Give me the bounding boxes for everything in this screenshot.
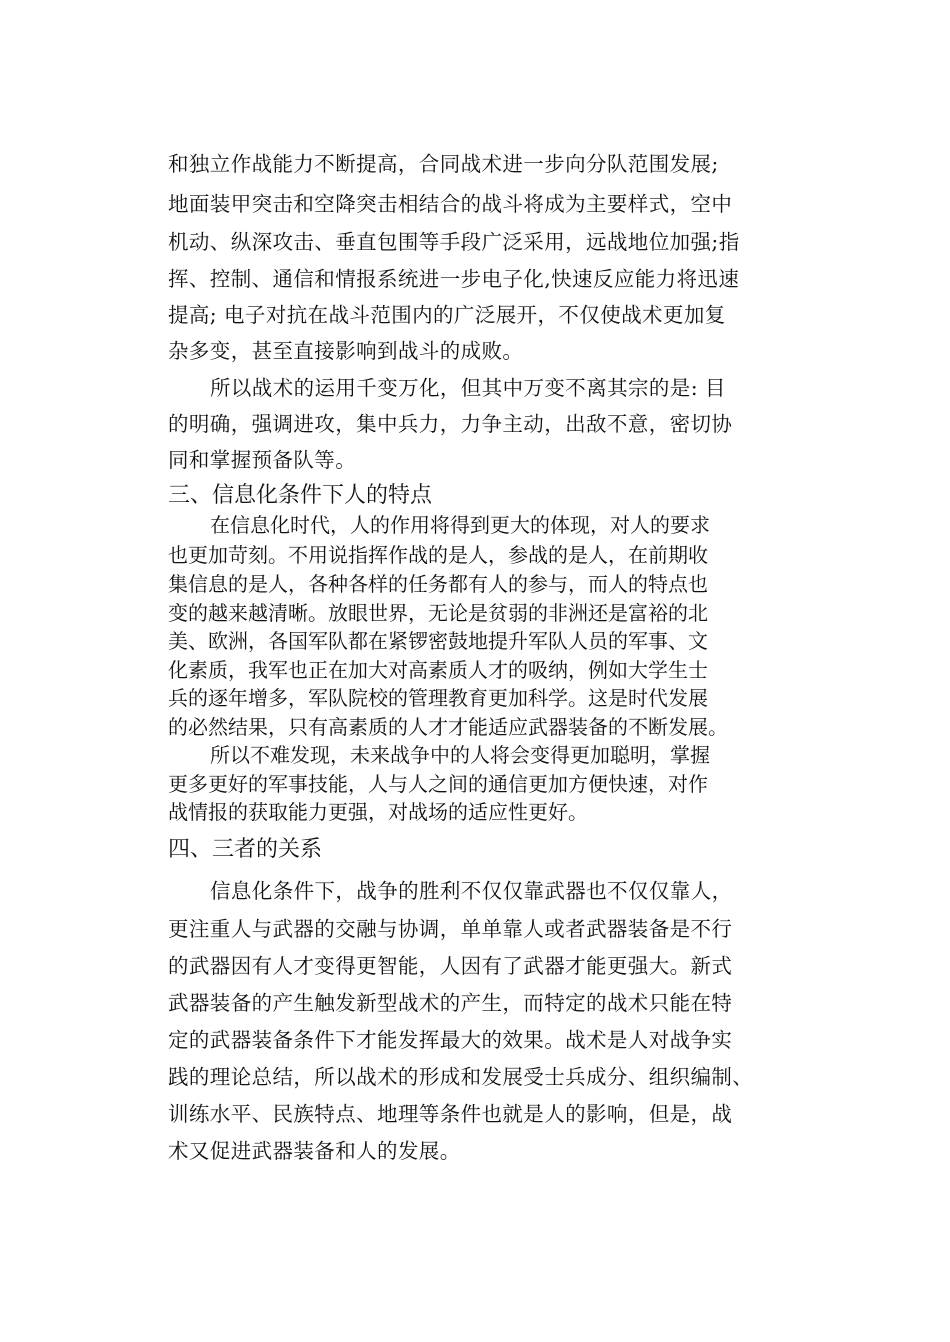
body-text-line: 所以战术的运用千变万化，但其中万变不离其宗的是: 目 (210, 376, 726, 400)
body-text-line: 所以不难发现，未来战争中的人将会变得更加聪明，掌握 (210, 743, 710, 767)
body-text-line: 杂多变，甚至直接影响到战斗的成败。 (168, 339, 524, 363)
body-text-line: 定的武器装备条件下才能发挥最大的效果。战术是人对战争实 (168, 1028, 733, 1052)
body-text-line: 和独立作战能力不断提高，合同战术进一步向分队范围发展; (168, 152, 719, 176)
body-text-line: 同和掌握预备队等。 (168, 448, 357, 472)
body-text-line: 挥、控制、通信和情报系统进一步电子化,快速反应能力将迅速 (168, 267, 740, 291)
section-heading: 三、信息化条件下人的特点 (168, 483, 433, 508)
body-text-line: 信息化条件下，战争的胜利不仅仅靠武器也不仅仅靠人， (210, 879, 733, 903)
body-text-line: 化素质，我军也正在加大对高素质人才的吸纳，例如大学生士 (168, 658, 708, 682)
body-text-line: 武器装备的产生触发新型战术的产生，而特定的战术只能在特 (168, 991, 733, 1015)
body-text-line: 兵的逐年增多，军队院校的管理教育更加科学。这是时代发展 (168, 686, 708, 710)
body-text-line: 的明确，强调进攻，集中兵力，力争主动，出敌不意，密切协 (168, 412, 733, 436)
body-text-line: 也更加苛刻。不用说指挥作战的是人，参战的是人，在前期收 (168, 543, 708, 567)
body-text-line: 更注重人与武器的交融与协调，单单靠人或者武器装备是不行 (168, 917, 733, 941)
body-text-line: 践的理论总结，所以战术的形成和发展受士兵成分、组织编制、 (168, 1065, 754, 1089)
body-text-line: 战情报的获取能力更强，对战场的适应性更好。 (168, 800, 588, 824)
body-text-line: 提高; 电子对抗在战斗范围内的广泛展开，不仅使战术更加复 (168, 303, 726, 327)
body-text-line: 变的越来越清晰。放眼世界，无论是贫弱的非洲还是富裕的北 (168, 601, 708, 625)
body-text-line: 地面装甲突击和空降突击相结合的战斗将成为主要样式，空中 (168, 192, 733, 216)
section-heading: 四、三者的关系 (168, 837, 323, 862)
body-text-line: 的武器因有人才变得更智能，人因有了武器才能更强大。新式 (168, 954, 733, 978)
body-text-line: 训练水平、民族特点、地理等条件也就是人的影响，但是，战 (168, 1102, 733, 1126)
body-text-line: 集信息的是人，各种各样的任务都有人的参与，而人的特点也 (168, 572, 708, 596)
body-text-line: 美、欧洲，各国军队都在紧锣密鼓地提升军队人员的军事、文 (168, 629, 708, 653)
body-text-line: 更多更好的军事技能，人与人之间的通信更加方便快速，对作 (168, 772, 708, 796)
body-text-line: 的必然结果，只有高素质的人才才能适应武器装备的不断发展。 (168, 715, 728, 739)
body-text-line: 术又促进武器装备和人的发展。 (168, 1139, 461, 1163)
body-text-line: 机动、纵深攻击、垂直包围等手段广泛采用，远战地位加强;指 (168, 230, 740, 254)
body-text-line: 在信息化时代，人的作用将得到更大的体现，对人的要求 (210, 513, 710, 537)
